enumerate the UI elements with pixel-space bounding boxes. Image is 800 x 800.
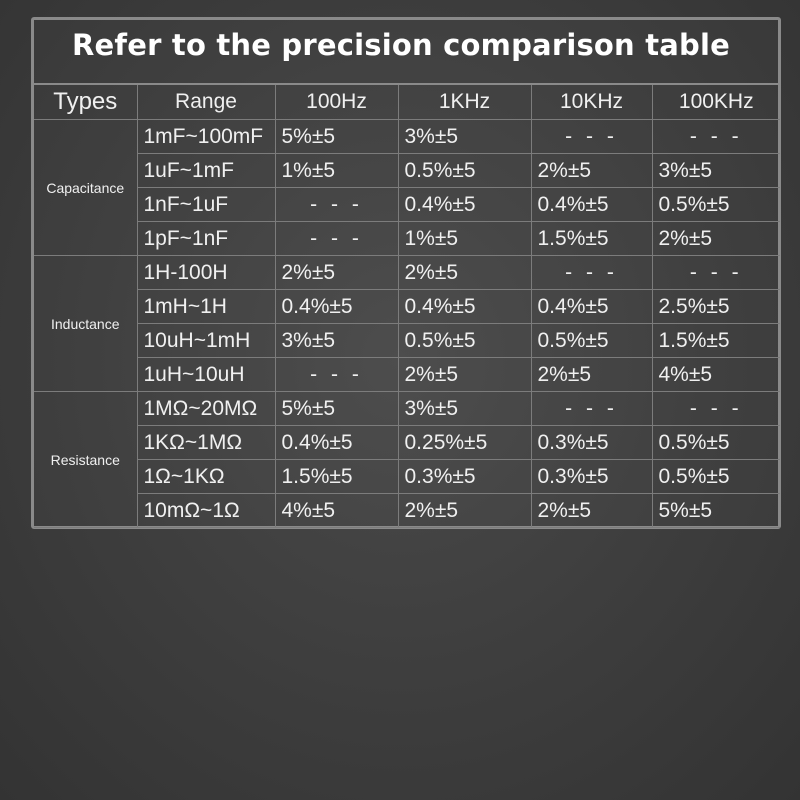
value-cell: - - - (652, 256, 780, 290)
header-range: Range (137, 85, 275, 120)
value-cell: 2%±5 (398, 494, 531, 528)
value-cell: 2%±5 (531, 154, 652, 188)
header-freq: 1KHz (398, 85, 531, 120)
range-cell: 1mF~100mF (137, 120, 275, 154)
value-cell: 0.5%±5 (398, 154, 531, 188)
value-cell: 0.5%±5 (398, 324, 531, 358)
value-cell: 4%±5 (275, 494, 398, 528)
value-cell: - - - (531, 392, 652, 426)
table-row (34, 460, 780, 494)
value-cell: 3%±5 (398, 120, 531, 154)
header-row (34, 85, 780, 120)
value-cell: 5%±5 (652, 494, 780, 528)
value-cell: 2%±5 (531, 358, 652, 392)
value-cell: 2.5%±5 (652, 290, 780, 324)
table-row (34, 392, 780, 426)
value-cell: 0.4%±5 (275, 290, 398, 324)
range-cell: 10uH~1mH (137, 324, 275, 358)
group-label: Capacitance (34, 120, 137, 256)
value-cell: 0.5%±5 (531, 324, 652, 358)
value-cell: 0.3%±5 (398, 460, 531, 494)
range-cell: 1uF~1mF (137, 154, 275, 188)
range-cell: 1MΩ~20MΩ (137, 392, 275, 426)
range-cell: 10mΩ~1Ω (137, 494, 275, 528)
value-cell: 2%±5 (398, 256, 531, 290)
value-cell: 0.4%±5 (531, 188, 652, 222)
page-title: Refer to the precision comparison table (72, 28, 730, 62)
table-row (34, 188, 780, 222)
value-cell: 5%±5 (275, 120, 398, 154)
value-cell: - - - (652, 120, 780, 154)
range-cell: 1nF~1uF (137, 188, 275, 222)
header-freq: 10KHz (531, 85, 652, 120)
value-cell: 0.4%±5 (275, 426, 398, 460)
value-cell: - - - (652, 392, 780, 426)
table-row (34, 324, 780, 358)
value-cell: 1%±5 (275, 154, 398, 188)
table-row (34, 494, 780, 528)
value-cell: 0.4%±5 (531, 290, 652, 324)
value-cell: 2%±5 (531, 494, 652, 528)
range-cell: 1Ω~1KΩ (137, 460, 275, 494)
table-row (34, 358, 780, 392)
group-label: Resistance (34, 392, 137, 528)
value-cell: 1%±5 (398, 222, 531, 256)
range-cell: 1mH~1H (137, 290, 275, 324)
value-cell: 2%±5 (652, 222, 780, 256)
value-cell: 3%±5 (398, 392, 531, 426)
header-freq: 100KHz (652, 85, 780, 120)
value-cell: 0.3%±5 (531, 460, 652, 494)
value-cell: - - - (531, 120, 652, 154)
value-cell: 3%±5 (275, 324, 398, 358)
value-cell: - - - (275, 188, 398, 222)
table-row (34, 222, 780, 256)
value-cell: 0.5%±5 (652, 426, 780, 460)
table-row (34, 426, 780, 460)
range-cell: 1pF~1nF (137, 222, 275, 256)
value-cell: 3%±5 (652, 154, 780, 188)
value-cell: 1.5%±5 (531, 222, 652, 256)
value-cell: 0.3%±5 (531, 426, 652, 460)
value-cell: - - - (275, 222, 398, 256)
value-cell: 0.4%±5 (398, 188, 531, 222)
table-row (34, 290, 780, 324)
header-freq: 100Hz (275, 85, 398, 120)
group-label: Inductance (34, 256, 137, 392)
value-cell: 2%±5 (275, 256, 398, 290)
value-cell: 0.5%±5 (652, 188, 780, 222)
range-cell: 1KΩ~1MΩ (137, 426, 275, 460)
table-row (34, 256, 780, 290)
value-cell: 1.5%±5 (652, 324, 780, 358)
value-cell: - - - (275, 358, 398, 392)
value-cell: 0.5%±5 (652, 460, 780, 494)
value-cell: 4%±5 (652, 358, 780, 392)
value-cell: - - - (531, 256, 652, 290)
value-cell: 5%±5 (275, 392, 398, 426)
value-cell: 0.4%±5 (398, 290, 531, 324)
value-cell: 0.25%±5 (398, 426, 531, 460)
table-row (34, 154, 780, 188)
range-cell: 1H-100H (137, 256, 275, 290)
value-cell: 2%±5 (398, 358, 531, 392)
table-row (34, 120, 780, 154)
range-cell: 1uH~10uH (137, 358, 275, 392)
value-cell: 1.5%±5 (275, 460, 398, 494)
precision-table (34, 85, 780, 528)
header-types: Types (34, 85, 137, 120)
